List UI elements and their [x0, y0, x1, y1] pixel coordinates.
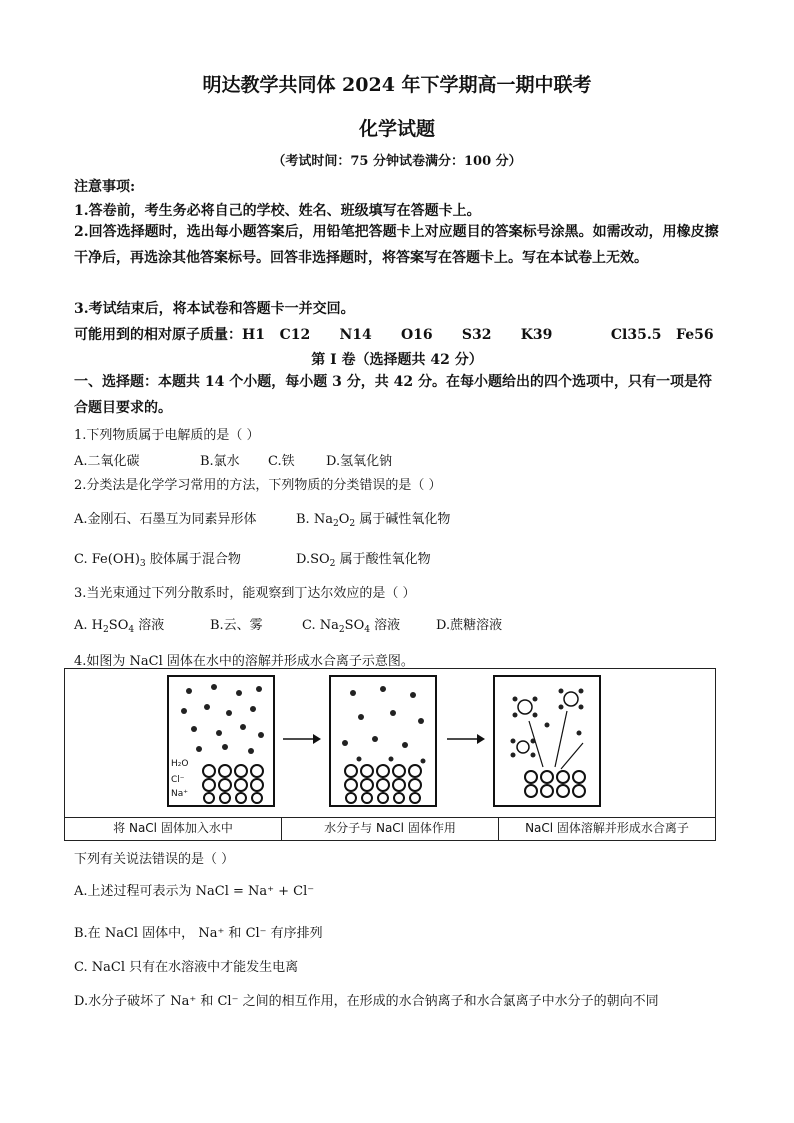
panel-hydrated-ions [493, 675, 601, 807]
atomic-masses: 可能用到的相对原子质量：H1 C12 N14 O16 S32 K39 Cl35.5 Fe56 [74, 327, 714, 343]
dissolution-figure [64, 668, 716, 818]
q3-option-d: D.蔗糖溶液 [436, 618, 503, 633]
caption-step-2: 水分子与 NaCl 固体作用 [281, 817, 498, 840]
q1-stem: 1.下列物质属于电解质的是（ ） [74, 428, 260, 443]
label-chloride: Cl⁻ [171, 775, 185, 785]
arrow-right-icon [283, 733, 321, 745]
q2-option-c: C. $Fe(OH)_3$ 胶体属于混合物 [74, 552, 241, 569]
q4-option-b: B.在 NaCl 固体中， Na⁺ 和 Cl⁻ 有序排列 [74, 926, 323, 941]
q3-option-c: C. $Na_2SO_4$ 溶液 [302, 618, 401, 635]
caption-step-1: 将 NaCl 固体加入水中 [113, 821, 233, 835]
notice-item-1: 1.答卷前，考生务必将自己的学校、姓名、班级填写在答题卡上。 [74, 203, 481, 219]
section-instructions: 一、选择题：本题共 14 个小题，每小题 3 分，共 42 分。在每小题给出的四个选项中，只有一项是符合题目要求的。 [74, 374, 712, 416]
q1-option-a: A.二氧化碳 [74, 454, 140, 469]
q4-option-c: C. NaCl 只有在水溶液中才能发生电离 [74, 960, 299, 975]
q4-option-d: D.水分子破坏了 Na⁺ 和 Cl⁻ 之间的相互作用，在形成的水合钠离子和水合氯离子中水分子的朝向不同 [74, 994, 659, 1009]
caption-step-3: NaCl 固体溶解并形成水合离子 [498, 817, 715, 840]
q2-option-b: B. $Na_2O_2$ 属于碱性氧化物 [296, 512, 451, 529]
label-water: H₂O [171, 759, 189, 769]
arrow-right-icon [447, 733, 485, 745]
q4-option-a: A.上述过程可表示为 NaCl = Na⁺ + Cl⁻ [74, 884, 315, 899]
q2-option-a: A.金刚石、石墨互为同素异形体 [74, 512, 257, 527]
panel-hydrated-ions-svg [495, 677, 599, 805]
exam-info: （考试时间：75 分钟试卷满分：100 分） [272, 154, 522, 169]
figure-captions [64, 817, 716, 841]
q2-stem: 2.分类法是化学学习常用的方法，下列物质的分类错误的是（ ） [74, 478, 442, 493]
notice-item-2: 2.回答选择题时，选出每小题答案后，用铅笔把答题卡上对应题目的答案标号涂黑。如需改动，用橡皮擦干净后，再选涂其他答案标号。回答非选择题时，将答案写在答题卡上。写在本试卷上无效。 [74, 224, 719, 266]
panel-initial-svg [169, 677, 273, 805]
q4-stem: 4.如图为 NaCl 固体在水中的溶解并形成水合离子示意图。 [74, 654, 414, 669]
notice-item-3: 3.考试结束后，将本试卷和答题卡一并交回。 [74, 301, 355, 317]
panel-interaction [329, 675, 437, 807]
panel-initial [167, 675, 275, 807]
q2-option-d: $D.SO_2$ 属于酸性氧化物 [296, 552, 431, 569]
q3-stem: 3.当光束通过下列分散系时，能观察到丁达尔效应的是（ ） [74, 586, 416, 601]
q3-option-b: B.云、雾 [210, 618, 263, 633]
q3-option-a: A. $H_2SO_4$ 溶液 [74, 618, 165, 635]
label-sodium: Na⁺ [171, 789, 188, 799]
section-title: 第 I 卷（选择题共 42 分） [311, 352, 483, 368]
q1-option-d: D.氢氧化钠 [326, 454, 393, 469]
panel-interaction-svg [331, 677, 435, 805]
subject-title: 化学试题 [358, 118, 435, 140]
notice-heading: 注意事项: [74, 179, 136, 195]
exam-title: 明达教学共同体 2024 年下学期高一期中联考 [202, 74, 592, 96]
q1-option-b: B.氯水 [200, 454, 240, 469]
q1-option-c: C.铁 [268, 454, 295, 469]
q4-question: 下列有关说法错误的是（ ） [74, 852, 235, 867]
